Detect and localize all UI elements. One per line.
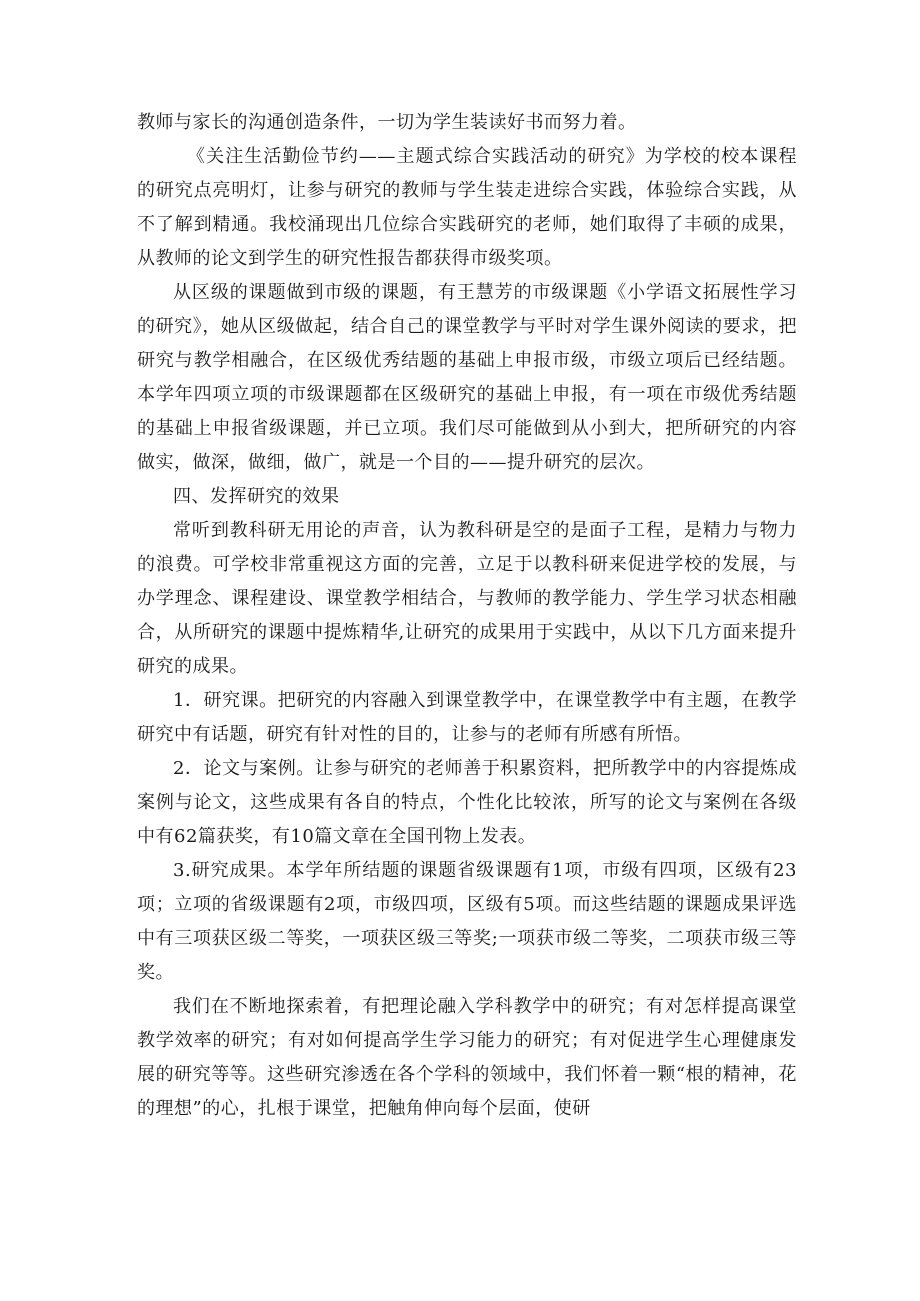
section-heading: 四、发挥研究的效果 xyxy=(173,486,340,507)
list-item-research-results: 3.研究成果。本学年所结题的课题省级课题有1项，市级有四项，区级有23项；立项的省级课题有2项，市级四项，区级有5项。而这些结题的课题成果评选中有三项获区级二等奖，一项获区级三等奖;一项获市级二等奖，二项获市级三等奖。 xyxy=(137,860,797,983)
list-item-research-class: 1．研究课。把研究的内容融入到课堂教学中，在课堂教学中有主题，在教学研究中有话题，研究有针对性的目的，让参与的老师有所感有所悟。 xyxy=(137,690,797,745)
list-item-papers-cases: 2．论文与案例。让参与研究的老师善于积累资料，把所教学中的内容提炼成案例与论文，这些成果有各自的特点，个性化比较浓，所写的论文与案例在各级中有62篇获奖，有10篇文章在全国刊物上发表。 xyxy=(137,758,797,847)
paragraph-practice-course: 《关注生活勤俭节约——主题式综合实践活动的研究》为学校的校本课程的研究点亮明灯，让参与研究的教师与学生装走进综合实践，体验综合实践，从不了解到精通。我校涌现出几位综合实践研究的老师，她们取得了丰硕的成果，从教师的论文到学生的研究性报告都获得市级奖项。 xyxy=(137,146,797,269)
paragraph-district-to-city: 从区级的课题做到市级的课题，有王慧芳的市级课题《小学语文拓展性学习的研究》，她从区级做起，结合自己的课堂教学与平时对学生课外阅读的要求，把研究与教学相融合，在区级优秀结题的基础上申报市级，市级立项后已经结题。本学年四项立项的市级课题都在区级研究的基础上申报，有一项在市级优秀结题的基础上申报省级课题，并已立项。我们尽可能做到从小到大，把所研究的内容做实，做深，做细，做广，就是一个目的——提升研究的层次。 xyxy=(137,282,797,473)
paragraph-research-effect: 常听到教科研无用论的声音，认为教科研是空的是面子工程，是精力与物力的浪费。可学校非常重视这方面的完善，立足于以教科研来促进学校的发展，与办学理念、课程建设、课堂教学相结合，与教师的教学能力、学生学习状态相融合，从所研究的课题中提炼精华,让研究的成果用于实践中，从以下几方面来提升研究的成果。 xyxy=(137,520,797,677)
document-body xyxy=(137,106,797,1126)
paragraph-continuation: 教师与家长的沟通创造条件，一切为学生装读好书而努力着。 xyxy=(137,112,637,133)
paragraph-exploration: 我们在不断地探索着，有把理论融入学科教学中的研究；有对怎样提高课堂教学效率的研究；有对如何提高学生学习能力的研究；有对促进学生心理健康发展的研究等等。这些研究渗透在各个学科的领域中，我们怀着一颗“根的精神，花的理想”的心，扎根于课堂，把触角伸向每个层面，使研 xyxy=(137,996,797,1119)
